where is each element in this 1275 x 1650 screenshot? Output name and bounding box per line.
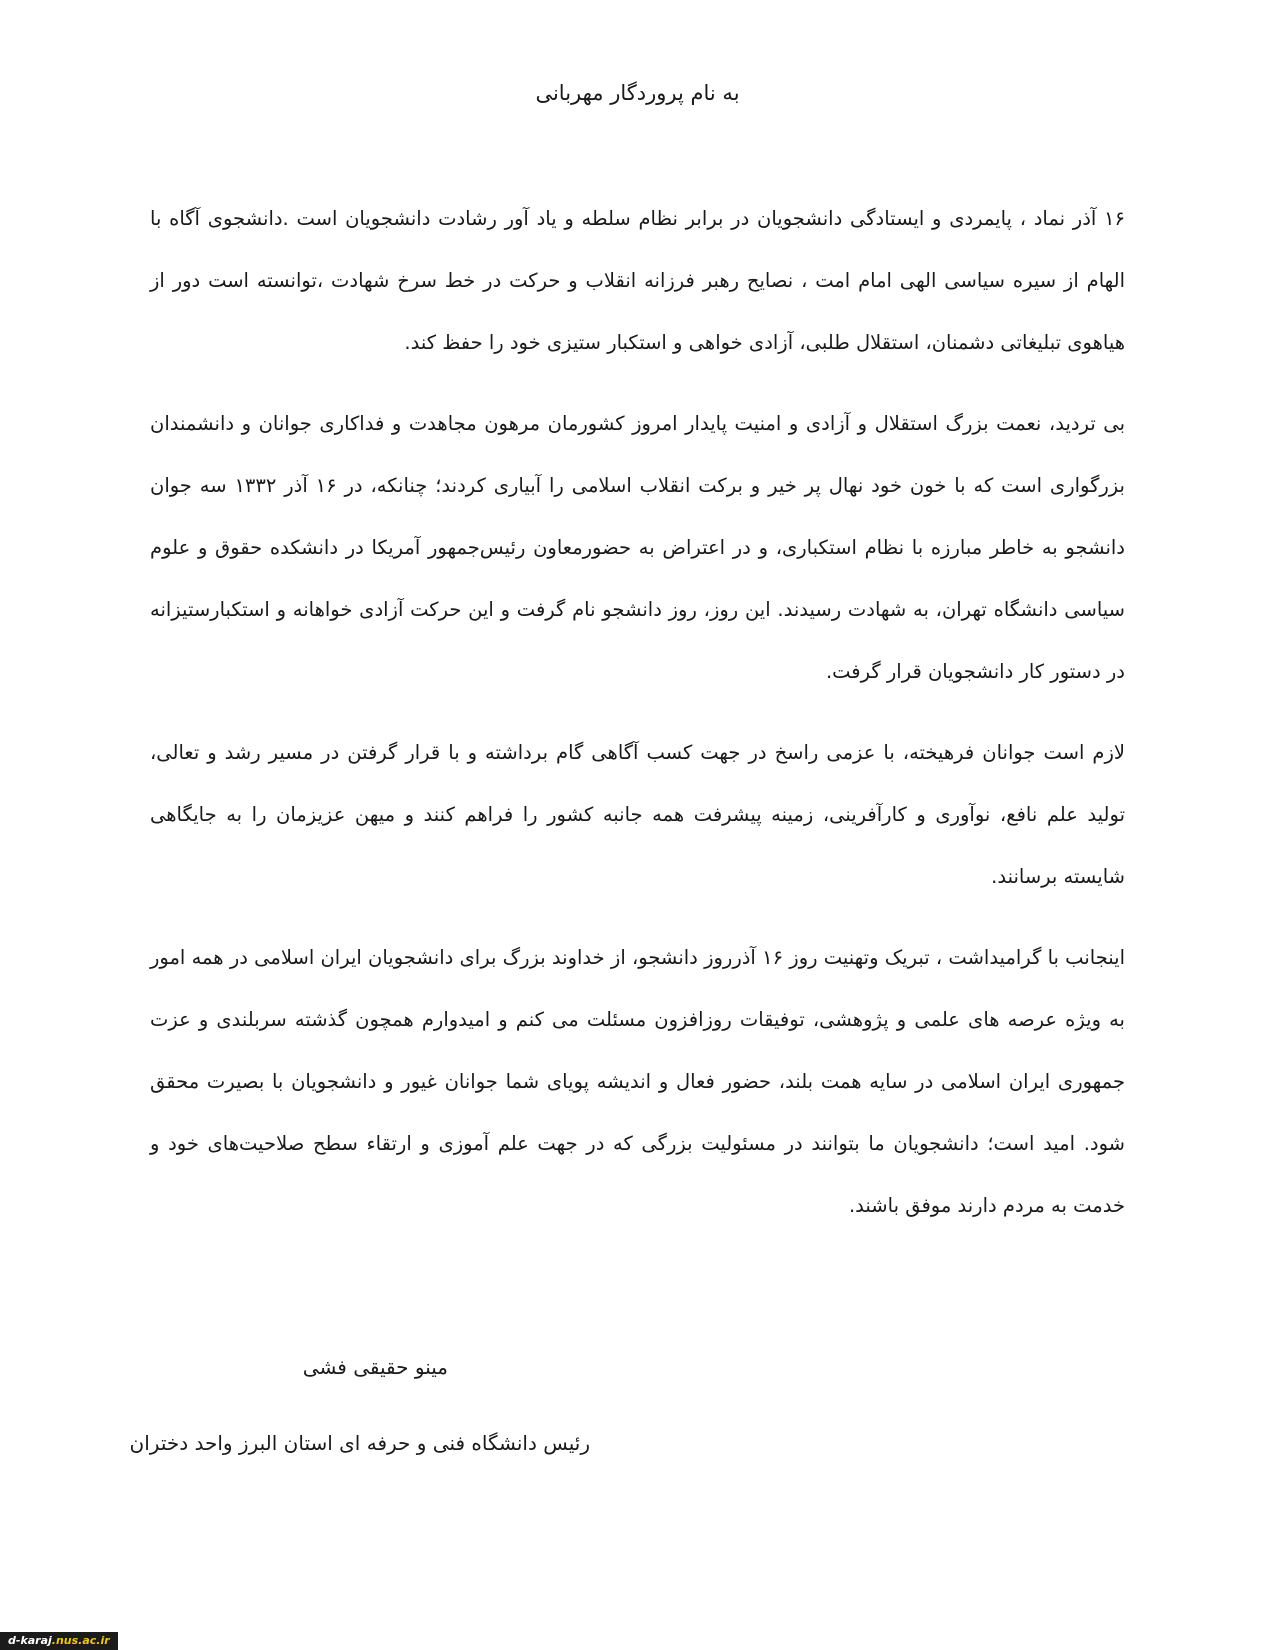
watermark-main: d-karaj	[8, 1634, 52, 1647]
paragraph-2: بی تردید، نعمت بزرگ استقلال و آزادی و امنیت پایدار امروز کشورمان مرهون مجاهدت و فداکاری جوانان و دانشمندان بزرگواری است که با خون خود نهال پر خیر و برکت انقلاب اسلامی را آبیاری کردند؛ چنانکه، در ۱۶ آذر ۱۳۳۲ سه جوان دانشجو به خاطر مبارزه با نظام استکباری، و در اعتراض به حضورمعاون رئیس‌جمهور آمریکا در دانشکده حقوق و علوم سیاسی دانشگاه تهران، به شهادت رسیدند. این روز، روز دانشجو نام گرفت و این حرکت آزادی خواهانه و استکبارستیزانه در دستور کار دانشجویان قرار گرفت.	[150, 412, 1125, 683]
paragraph-1: ۱۶ آذر نماد ، پایمردی و ایستادگی دانشجویان در برابر نظام سلطه و یاد آور رشادت دانشجویان است .دانشجوی آگاه با الهام از سیره سیاسی الهی امام امت ، نصایح رهبر فرزانه انقلاب و حرکت در خط سرخ شهادت ،توانسته است دور از هیاهوی تبلیغاتی دشمنان، استقلال طلبی، آزادی خواهی و استکبار ستیزی خود را حفظ کند.	[150, 207, 1125, 354]
signature-name: مینو حقیقی فشی	[302, 1355, 448, 1379]
watermark-domain: .nus.ac.ir	[51, 1634, 110, 1647]
signature-position: رئیس دانشگاه فنی و حرفه ای استان البرز واحد دختران	[129, 1431, 590, 1455]
paragraph-3: لازم است جوانان فرهیخته، با عزمی راسخ در جهت کسب آگاهی گام برداشته و با قرار گرفتن در مسیر رشد و تعالی، تولید علم نافع، نوآوری و کارآفرینی، زمینه پیشرفت همه جانبه کشور را فراهم کنند و میهن عزیزمان را به جایگاهی شایسته برسانند.	[150, 741, 1125, 888]
paragraph-4: اینجانب با گرامیداشت ، تبریک وتهنیت روز ۱۶ آذرروز دانشجو، از خداوند بزرگ برای دانشجویان ایران اسلامی در همه امور به ویژه عرصه های علمی و پژوهشی، توفیقات روزافزون مسئلت می کنم و امیدوارم همچون گذشته سربلندی و عزت جمهوری ایران اسلامی در سایه همت بلند، حضور فعال و اندیشه پویای شما جوانان غیور و دانشجویان با بصیرت محقق شود. امید است؛ دانشجویان ما بتوانند در مسئولیت بزرگی که در جهت علم آموزی و ارتقاء سطح صلاحیت‌های خود و خدمت به مردم دارند موفق باشند.	[150, 946, 1126, 1217]
letter-body	[150, 188, 1125, 1256]
page-title: به نام پروردگار مهربانی	[535, 81, 740, 105]
site-watermark	[0, 1632, 118, 1650]
